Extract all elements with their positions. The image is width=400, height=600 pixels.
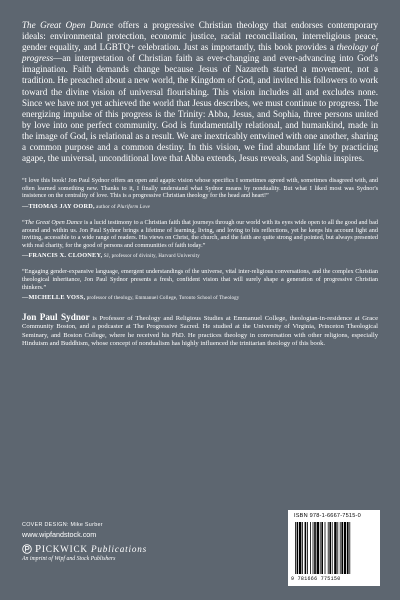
author-name: Jon Paul Sydnor: [22, 312, 90, 323]
barcode-bar: [307, 522, 308, 574]
cover-design-credit: COVER DESIGN: Mike Surber: [22, 522, 103, 528]
endorsement-text: [22, 219, 378, 249]
endorsement-text: [22, 177, 378, 200]
barcode-bar: [310, 522, 311, 574]
barcode-bar: [320, 522, 321, 574]
endorsement-text-title: The Great Open Dance: [24, 219, 83, 226]
publisher-name-rest: ICKWICK: [41, 544, 88, 554]
endorsement-text-body: “Engaging gender-expansive language, emergent understandings of the universe, vital inter-religious conversations, and the complex Christian theological inheritance, Jon Paul Sydnor presents a fresh, confident vision that will surely shape a generation of progressive Christian thinkers.”: [22, 268, 378, 291]
endorser-role: [85, 296, 239, 301]
pickwick-logo-icon: [22, 544, 32, 554]
endorser-role-pre: SJ, professor of divinity, Harvard University: [102, 254, 200, 260]
author-bio-text: is Professor of Theology and Religious Studies at Emmanuel College, theologian-in-residence at Grace Community Boston, and a podcaster at The Progressive Sacred. He studied at the University of Virginia, Princeton Theological Seminary, and Boston College, where he received his PhD. He practices theology in conversation with other religions, especially Hinduism and Buddhism, whose concept of nondualism has highly influenced the trinitarian theology of this book.: [22, 315, 378, 347]
endorser-name: —FRANCIS X. CLOONEY,: [22, 252, 103, 260]
barcode-bar: [341, 522, 343, 574]
barcode-bar: [317, 522, 319, 574]
endorser-name: —THOMAS JAY OORD,: [22, 203, 95, 210]
description-emphasis: theology of progress: [22, 42, 378, 64]
endorsement-text-body: is a lucid testimony to a Christian faith that journeys through our world with its eyes wide open to all the good and bad around and within us. Jon Paul Sydnor brings a lifetime of learning, living, and loving to his reflections, yet he keeps his account light and inviting, accessible to a wide range of readers. His views on Christ, the church, and the faith are quite strong and pointed, but always presented with real charity, for the good of persons and communities of faith today.”: [22, 219, 379, 249]
endorser-role-pre: author of: [94, 205, 118, 210]
publisher-block: [22, 522, 147, 562]
barcode-bar: [328, 522, 329, 574]
barcode-bar: [314, 522, 316, 574]
barcode-digits: 9 781666 775150: [291, 576, 341, 582]
imprint-line: An imprint of Wipf and Stock Publishers: [22, 556, 116, 562]
barcode-bar: [297, 522, 299, 574]
description-part1: offers a progressive Christian theology that endorses contemporary ideals: environmental protection, economic justice, racial reconciliation, interreligious peace, gender equality, and LGBTQ+ celebration. Just as importantly, this book provides a: [22, 20, 378, 53]
endorser-role-title: Pluriform Love: [117, 205, 150, 210]
description-part2: —an interpretation of Christian faith as ever-changing and ever-advancing into God's imagination. Faith demands change because Jesus of Nazareth started a movement, not a tradition. He preached about a new world, the Kingdom of God, and invited his followers to work toward the divine vision of universal flourishing. This vision includes all and excludes none. Since we have not yet achieved the world that Jesus describes, we must continue to progress. The energizing impulse of this progress is the Trinity: Abba, Jesus, and Sophia, three persons united by love into one perfect community. God is fundamentally relational, and humankind, made in the image of God, is relational as a result. We are inextricably entwined with one another, sharing a common purpose and a common destiny. In this vision, we find abundant life by practicing agape, the universal, unconditional love that Abba extends, Jesus reveals, and Sophia inspires.: [22, 53, 378, 164]
endorsement: [22, 177, 378, 210]
endorsement-text-body: “I love this book! Jon Paul Sydnor offers an open and agapic vision whose specifics I sometimes agreed with, sometimes disagreed with, and often learned something new. Thanks to it, I finally understand what Sydnor means by nonduality. But what I liked most was Sydnor's insistence on the centrality of love. This is a progressive Christian theology for the head and heart!”: [22, 177, 378, 200]
barcode-bar: [305, 522, 307, 574]
isbn-barcode: [288, 510, 380, 586]
author-bio: [22, 313, 378, 348]
barcode-bar: [332, 522, 333, 574]
barcode-bar: [299, 522, 301, 574]
barcode-bar: [313, 522, 314, 574]
publisher-logo: [22, 543, 147, 555]
endorser-name: —MICHELLE VOSS,: [22, 294, 86, 302]
endorsement-attribution: [22, 203, 378, 210]
barcode-bar: [325, 522, 326, 574]
barcode-bar: [295, 522, 296, 574]
barcode-bar: [329, 522, 331, 574]
endorsement-attribution: [22, 294, 378, 301]
endorser-role: [102, 254, 199, 259]
endorsement: [22, 268, 378, 301]
book-description: [22, 20, 378, 164]
barcode-bar: [344, 522, 346, 574]
publisher-website: www.wipfandstock.com: [22, 530, 97, 539]
endorser-role: [95, 205, 150, 210]
barcode-bars-icon: [294, 522, 374, 574]
endorsement-text: [22, 268, 378, 291]
barcode-bar: [302, 522, 303, 574]
endorser-role-pre: professor of theology, Emmanuel College, Toronto School of Theology: [85, 296, 240, 302]
barcode-bar: [334, 522, 336, 574]
endorsement-text-pre: “: [22, 219, 25, 226]
endorsement: [22, 219, 378, 259]
publisher-name: [35, 543, 147, 555]
barcode-bar: [337, 522, 338, 574]
isbn-number: ISBN 978-1-6667-7515-0: [294, 513, 361, 519]
barcode-bar: [347, 522, 349, 574]
publisher-name-italic: Publications: [90, 544, 147, 554]
barcode-bar: [321, 522, 323, 574]
endorsement-attribution: [22, 252, 378, 259]
barcode-bar: [349, 522, 350, 574]
description-title: The Great Open Dance: [22, 20, 114, 30]
publisher-name-initial: P: [35, 543, 42, 555]
barcode-bar: [340, 522, 341, 574]
back-cover: [22, 20, 378, 355]
